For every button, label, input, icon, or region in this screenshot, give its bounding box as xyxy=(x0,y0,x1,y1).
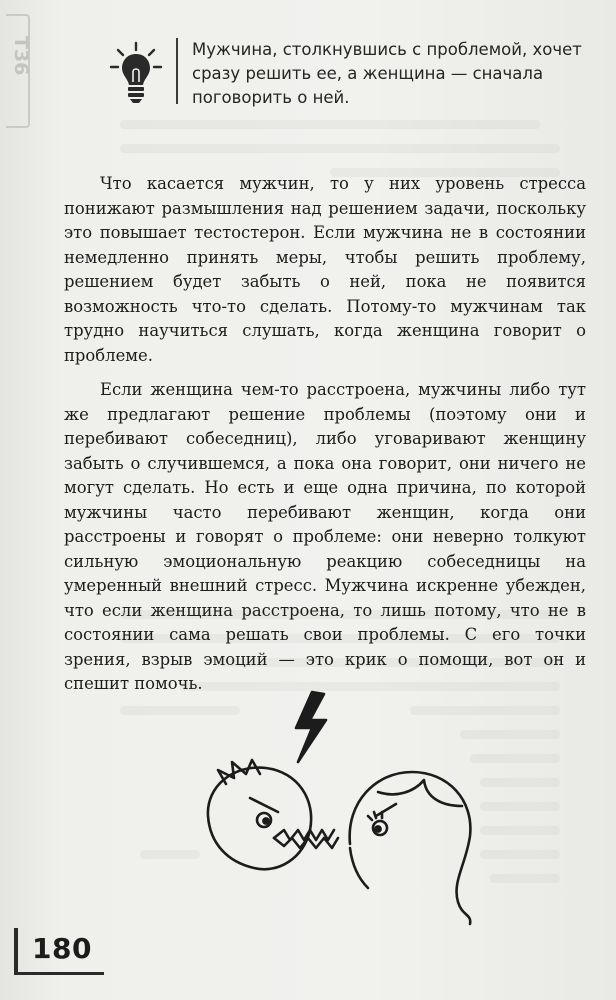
page-number-frame-bottom xyxy=(14,972,104,975)
spine-tab xyxy=(6,14,30,128)
page-number-label: 180 xyxy=(32,932,92,965)
arguing-couple-illustration xyxy=(200,688,490,928)
paragraph-1: Что касается мужчин, то у них уровень стресса понижают размышления над решением задачи, поскольку это повышает тестостерон. Если мужчина не в состоянии немедленно принять меры, чтобы решить проблему, решением будет забыть о ней, пока не появится возможность что-то сделать. Потому-то мужчинам так трудно научиться слушать, когда женщина говорит о проблеме. xyxy=(64,174,586,365)
paragraph-2: Если женщина чем-то расстроена, мужчины либо тут же предлагают решение проблемы (поэтому они и перебивают собеседниц), либо уговаривают женщину забыть о случившемся, а пока она говорит, они ничего не могут сделать. Но есть и еще одна причина, по которой мужчины часто перебивают женщин, когда они расстроены и говорят о проблеме: они неверно толкуют сильную эмоциональную реакцию собеседницы на умеренный внешний стресс. Мужчина искренне убежден, что если женщина расстроена, то лишь потому, что не в состоянии сама решать свои проблемы. С его точки зрения, взрыв эмоций — это крик о помощи, вот он и спешит помочь. xyxy=(64,380,586,693)
body-text xyxy=(64,172,586,707)
page-number xyxy=(14,928,106,974)
tip-text: Мужчина, столкнувшись с проблемой, хочет сразу решить ее, а женщина — сначала поговорить о ней. xyxy=(192,40,582,107)
spine-tab-label: Т36 xyxy=(10,36,32,76)
tip-divider xyxy=(176,38,178,104)
page-number-frame xyxy=(14,928,18,974)
lightbulb-icon xyxy=(108,40,164,104)
tip-callout xyxy=(108,36,598,116)
